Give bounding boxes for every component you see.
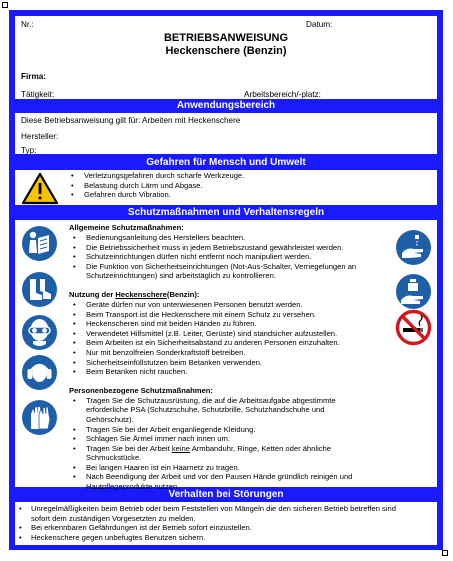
allgemein-list xyxy=(69,233,389,281)
list-item xyxy=(69,444,389,463)
nutzung-title-word: Heckenschere xyxy=(115,289,167,299)
list-item: • Sicherheitseinfüllstutzen beim Betanken verwenden. xyxy=(69,358,389,368)
list-item: • Belastung durch Lärm und Abgase. xyxy=(67,181,244,191)
list-item-text: Armbanduhr, Ringe, Ketten oder ähnliche xyxy=(190,443,331,453)
person-list xyxy=(69,396,389,492)
stoerungen-list xyxy=(15,504,435,542)
firma-label: Firma: xyxy=(21,72,47,81)
nr-label: Nr.: xyxy=(21,20,34,29)
taetigkeit-label: Tätigkeit: xyxy=(21,90,55,99)
stoerungen-panel xyxy=(15,502,437,545)
hand-wash-icon xyxy=(395,229,432,266)
list-item-text: Tragen Sie bei der Arbeit xyxy=(86,443,172,453)
list-item-text-cont: sofort dem zuständigen Vorgesetzten zu melden. xyxy=(31,513,196,523)
list-item-text-cont: Hautpflegeprodukte nutzen. xyxy=(86,482,180,492)
anwendungsbereich-panel xyxy=(15,113,437,154)
hearing-protection-icon xyxy=(21,354,58,391)
header-panel xyxy=(15,16,437,99)
nutzung-title xyxy=(69,290,389,300)
gefahren-heading: Gefahren für Mensch und Umwelt xyxy=(146,157,306,168)
list-item xyxy=(15,504,435,523)
list-item: • Beim Transport ist die Heckenschere mit einem Schutz zu versehen. xyxy=(69,310,389,320)
safety-goggles-icon xyxy=(21,314,58,351)
typ-label: Typ: xyxy=(21,146,37,155)
hersteller-label: Hersteller: xyxy=(21,132,59,141)
list-item xyxy=(69,396,389,425)
document-subtitle: Heckenschere (Benzin) xyxy=(165,45,287,57)
schutz-text-column xyxy=(69,223,389,492)
list-item: • Heckenschere gegen unbefugtes Benutzen sichern. xyxy=(15,533,435,543)
page-corner-marker xyxy=(2,2,8,8)
gefahren-list xyxy=(67,171,244,200)
protective-gloves-icon xyxy=(21,399,58,436)
read-manual-icon xyxy=(21,225,58,262)
list-item: • Bedienungsanleitung des Herstellers beachten. xyxy=(69,233,389,243)
person-title: Personenbezogene Schutzmaßnahmen: xyxy=(69,385,213,395)
stoerungen-heading: Verhalten bei Störungen xyxy=(168,489,284,500)
anwendungsbereich-heading: Anwendungsbereich xyxy=(176,100,276,111)
list-item: • Verletzungsgefahren durch scharfe Werkzeuge. xyxy=(67,171,244,181)
list-item: • Die Betriebssicherheit muss in jedem Betriebszustand gewährleistet werden. xyxy=(69,243,389,253)
list-item xyxy=(69,262,389,281)
safety-boots-icon xyxy=(21,271,58,308)
list-item: • Beim Arbeiten ist ein Sicherheitsabstand zu anderen Personen einzuhalten. xyxy=(69,338,389,348)
schutzmassnahmen-panel xyxy=(15,220,437,492)
schutzmassnahmen-heading: Schutzmaßnahmen und Verhaltensregeln xyxy=(127,207,325,218)
emphasis-keine: keine xyxy=(171,443,190,453)
list-item-text-cont: erforderliche PSA (Schutzschuhe, Schutzbrille, Schutzhandschuhe und xyxy=(86,405,325,415)
arbeitsbereich-label: Arbeitsbereich/-platz: xyxy=(244,90,321,99)
skin-care-icon xyxy=(395,273,432,310)
list-item-text-cont: Gehörschutz). xyxy=(86,414,134,424)
list-item: • Bei langen Haaren ist ein Haarnetz zu tragen. xyxy=(69,463,389,473)
list-item-text: Tragen Sie die Schutzausrüstung, die auf die Arbeitsaufgabe abgestimmte xyxy=(86,395,336,405)
document-title: BETRIEBSANWEISUNG xyxy=(163,32,289,44)
list-item: • Bei erkennbaren Gefährdungen ist der Betrieb sofort einzustellen. xyxy=(15,523,435,533)
list-item: • Heckenscheren sind mit beiden Händen zu führen. xyxy=(69,319,389,329)
allgemein-title: Allgemeine Schutzmaßnahmen: xyxy=(69,223,184,232)
list-item: • Gefahren durch Vibration. xyxy=(67,190,244,200)
nutzung-title-post: (Benzin): xyxy=(166,289,200,299)
nutzung-title-pre: Nutzung der xyxy=(69,289,116,299)
list-item: • Beim Betanken nicht rauchen. xyxy=(69,367,389,377)
list-item-text-cont: Schmuckstücke. xyxy=(86,453,142,463)
gefahren-panel xyxy=(15,170,437,205)
anwendung-text: Diese Betriebsanweisung gilt für: Arbeiten mit Heckenschere xyxy=(21,116,241,125)
list-item: • Verwendetet Hilfsmittel (z.B. Leiter, Gerüste) sind standsicher aufzustellen. xyxy=(69,329,389,339)
nutzung-list xyxy=(69,300,389,377)
list-item: • Nur mit benzolfreien Sonderkraftstoff betreiben. xyxy=(69,348,389,358)
list-item: • Schlagen Sie Ärmel immer nach innen um. xyxy=(69,434,389,444)
list-item: • Tragen Sie bei der Arbeit enganliegende Kleidung. xyxy=(69,425,389,435)
list-item-text-cont: Schutzeinrichtungen) sind arbeitstäglich zu kontrollieren. xyxy=(86,271,276,281)
datum-label: Datum: xyxy=(306,20,333,29)
page-corner-marker xyxy=(442,550,448,556)
list-item: • Schutzeinrichtungen dürfen nicht entfernt noch manipuliert werden. xyxy=(69,252,389,262)
no-smoking-icon xyxy=(395,309,432,346)
warning-triangle-icon xyxy=(21,172,59,205)
list-item-text: Nach Beendigung der Arbeit und vor den Pausen Hände gründlich reinigen und xyxy=(86,472,353,482)
list-item-text: Unregelmäßigkeiten beim Betrieb oder beim Feststellen von Mängeln die den sicheren Betrieb betreffen sind xyxy=(31,504,396,513)
document-frame xyxy=(9,10,443,550)
list-item: • Geräte dürfen nur von unterwiesenen Personen benutzt werden. xyxy=(69,300,389,310)
list-item-text: Die Funktion von Sicherheitseinrichtungen (Not-Aus-Schalter, Verriegelungen an xyxy=(86,261,357,271)
